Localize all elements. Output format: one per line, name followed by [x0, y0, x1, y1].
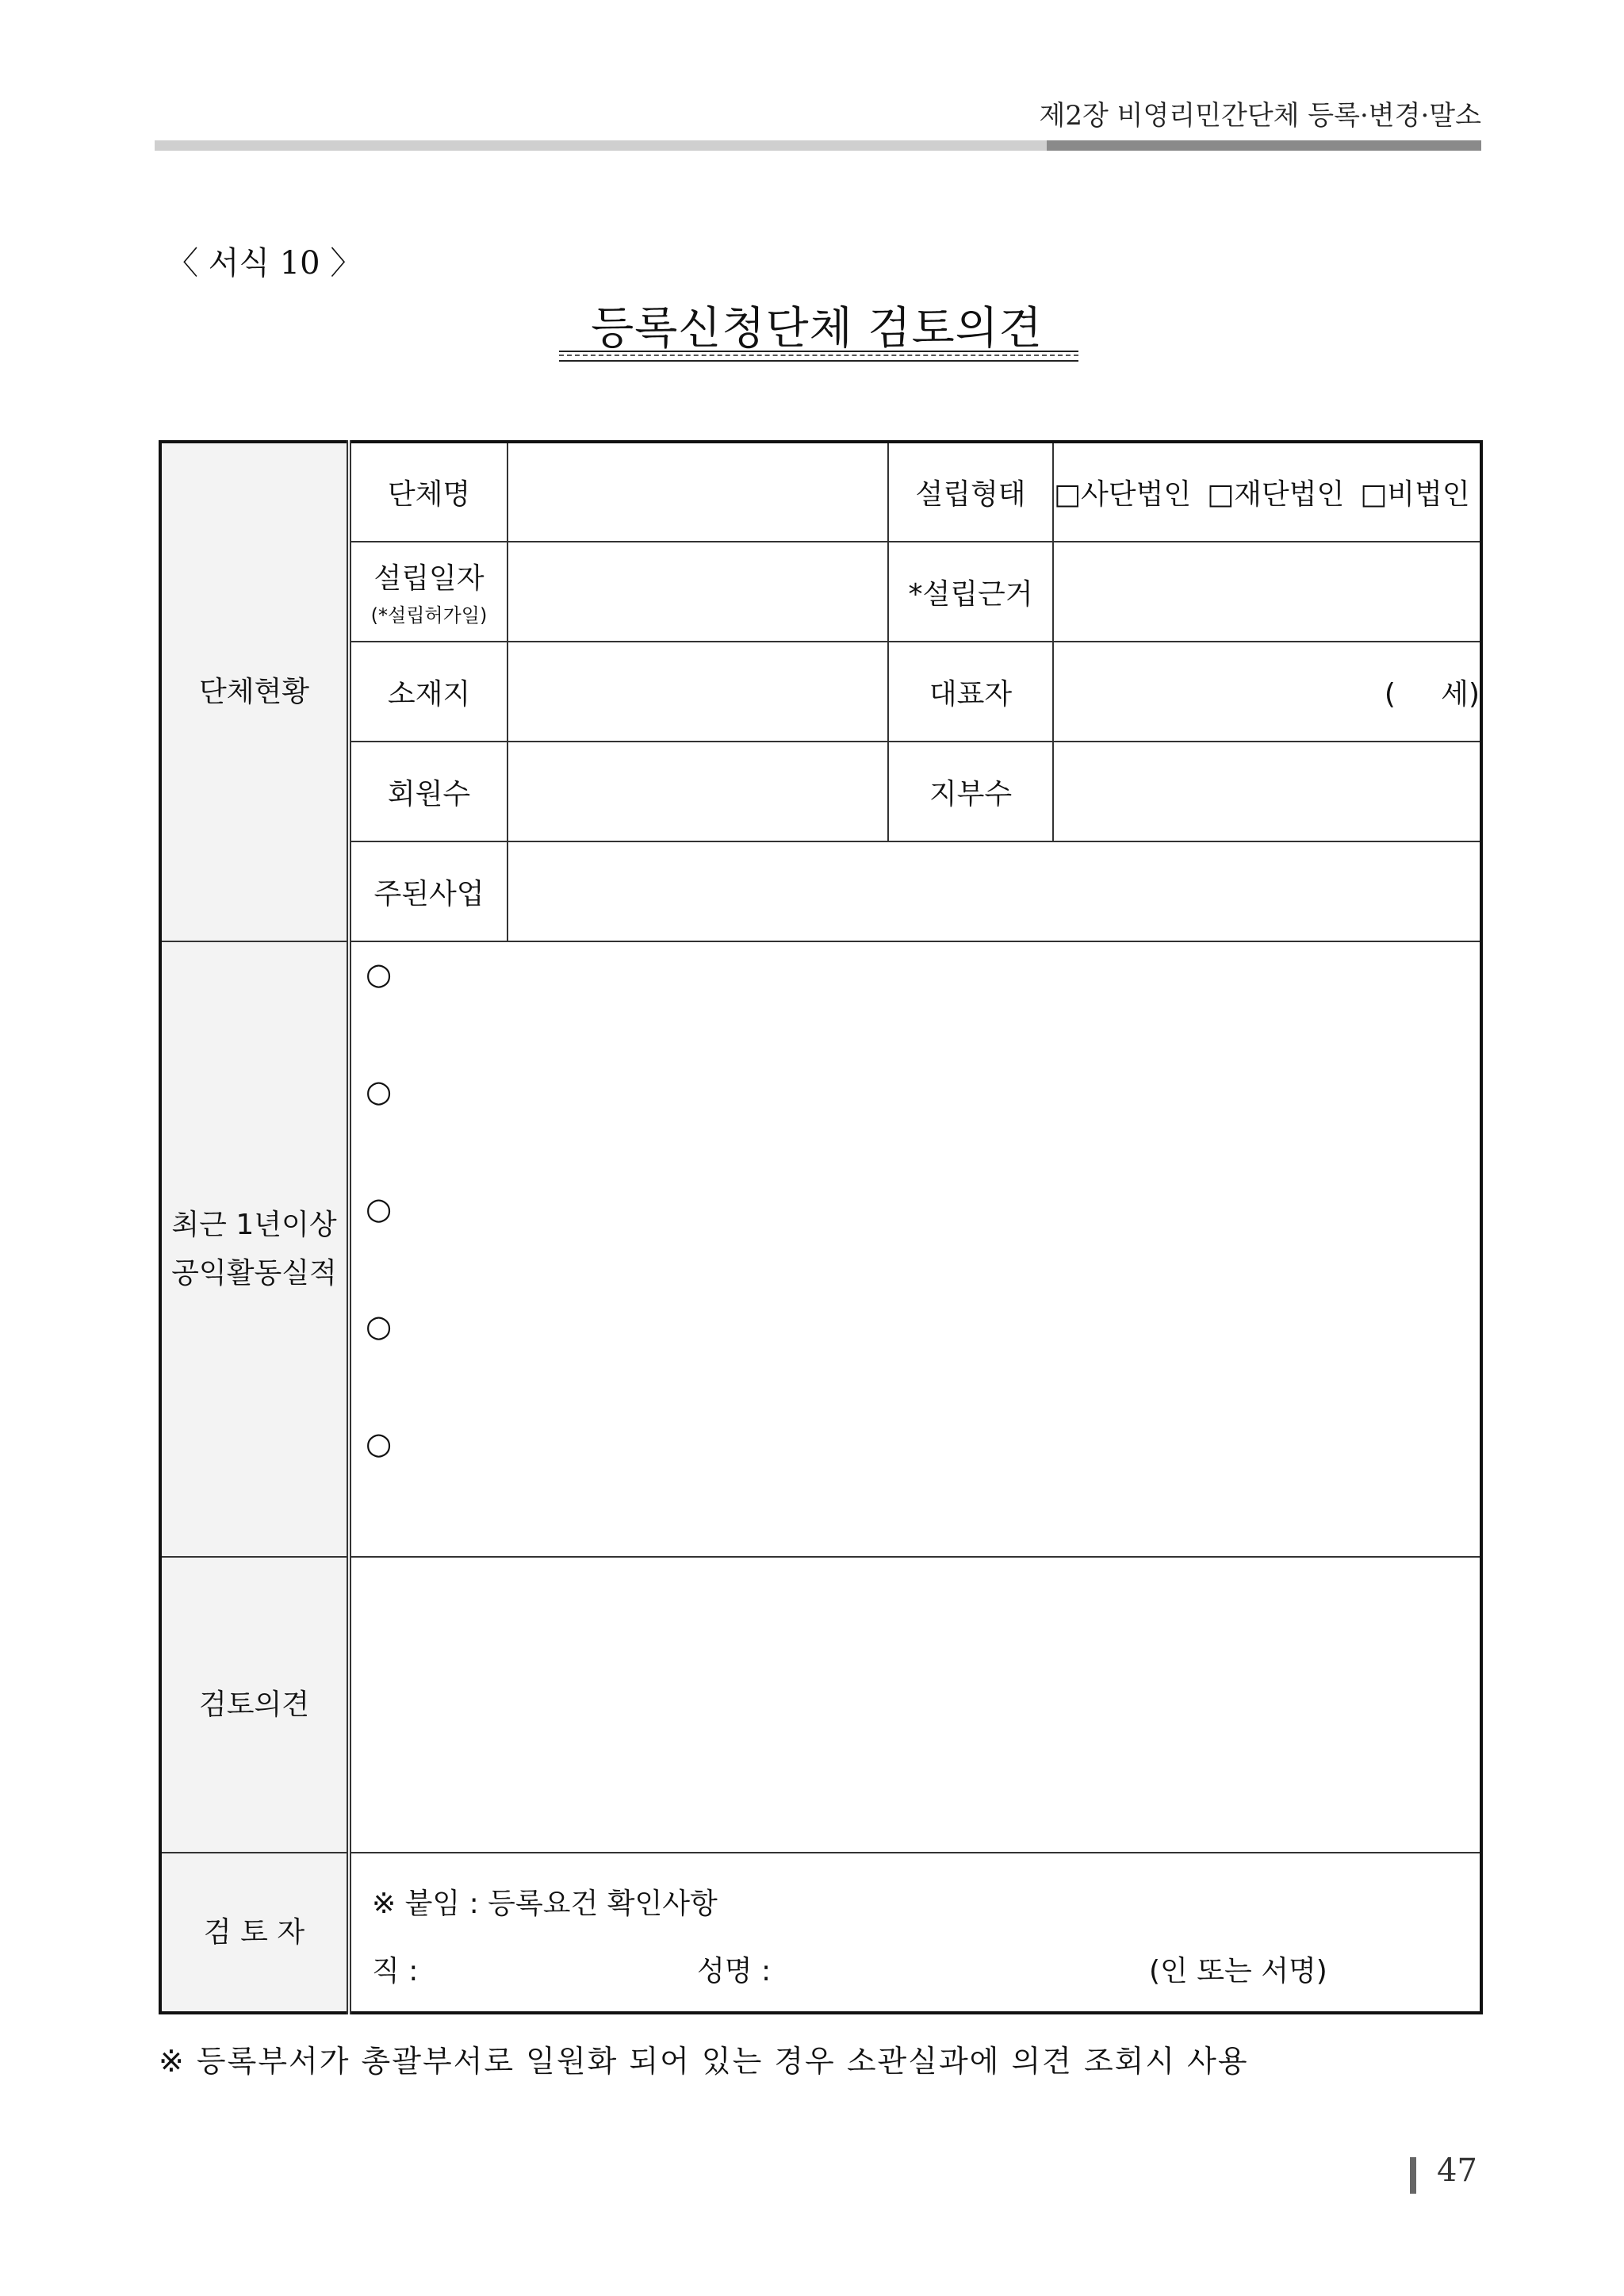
row-main-business	[160, 841, 1481, 941]
activity-label-line1: 최근 1년이상	[171, 1208, 337, 1241]
establish-date-sublabel: (*설립허가일)	[370, 604, 488, 627]
row-members	[160, 742, 1481, 841]
section-label-activity	[160, 941, 349, 1557]
row-location	[160, 642, 1481, 742]
title-underline	[559, 351, 1078, 362]
row-reviewer	[160, 1853, 1481, 2013]
review-form-table	[159, 440, 1483, 2014]
activity-bullet: ○	[366, 1191, 393, 1226]
org-name-field[interactable]	[508, 442, 888, 542]
signature-label[interactable]: (인 또는 서명)	[1149, 1955, 1327, 1987]
branches-label: 지부수	[888, 742, 1053, 841]
activity-bullet: ○	[366, 956, 393, 991]
header-rule-dark	[1047, 140, 1481, 151]
row-org-name	[160, 442, 1481, 542]
reviewer-field	[349, 1853, 1481, 2013]
title-underline-dashed	[559, 355, 1078, 356]
checkbox-foundation[interactable]: □재단법인	[1207, 478, 1345, 511]
chapter-title: 제2장 비영리민간단체 등록·변경·말소	[1039, 100, 1481, 132]
row-activity	[160, 941, 1481, 1557]
footnote: ※ 등록부서가 총괄부서로 일원화 되어 있는 경우 소관실과에 의견 조회시 사용	[159, 2044, 1249, 2079]
establish-type-options	[1053, 442, 1481, 542]
position-label[interactable]: 직 :	[372, 1955, 419, 1987]
establish-date-label: 설립일자	[373, 562, 485, 595]
activity-bullet: ○	[366, 1074, 393, 1109]
members-field[interactable]	[508, 742, 888, 841]
reviewer-label: 검 토 자	[203, 1915, 305, 1949]
establish-basis-field[interactable]	[1053, 542, 1481, 642]
section-label-status	[160, 442, 349, 941]
location-label: 소재지	[349, 642, 508, 742]
reviewer-signature-line	[372, 1949, 1480, 1987]
main-business-label: 주된사업	[349, 841, 508, 941]
row-establish-date	[160, 542, 1481, 642]
attachment-note: ※ 붙임 : 등록요건 확인사항	[372, 1888, 718, 1920]
branches-field[interactable]	[1053, 742, 1481, 841]
establish-date-field[interactable]	[508, 542, 888, 642]
representative-field[interactable]	[1053, 642, 1481, 742]
checkbox-non-corporate[interactable]: □비법인	[1360, 478, 1470, 511]
activity-bullet: ○	[366, 1309, 393, 1343]
checkbox-corporate-association[interactable]: □사단법인	[1054, 478, 1192, 511]
members-label: 회원수	[349, 742, 508, 841]
section-status-label: 단체현황	[198, 675, 310, 708]
location-field[interactable]	[508, 642, 888, 742]
establish-date-cell	[349, 542, 508, 642]
row-opinion	[160, 1557, 1481, 1853]
name-label[interactable]: 성명 :	[697, 1955, 772, 1987]
section-label-reviewer	[160, 1853, 349, 2013]
establish-type-label: 설립형태	[888, 442, 1053, 542]
establish-basis-label: *설립근거	[888, 542, 1053, 642]
org-name-label: 단체명	[349, 442, 508, 542]
representative-label: 대표자	[888, 642, 1053, 742]
header-rule-light	[155, 140, 1047, 151]
page-number-marker	[1410, 2157, 1416, 2194]
activity-field[interactable]	[349, 941, 1481, 1557]
activity-label-line2: 공익활동실적	[171, 1257, 337, 1290]
form-label: 〈 서식 10 〉	[167, 245, 362, 282]
activity-bullet: ○	[366, 1426, 393, 1461]
main-business-field[interactable]	[508, 841, 1481, 941]
opinion-field[interactable]	[349, 1557, 1481, 1853]
page-title: 등록신청단체 검토의견	[591, 303, 1043, 355]
representative-age: ( 세)	[1384, 677, 1480, 711]
opinion-label: 검토의견	[198, 1688, 310, 1721]
page-number: 47	[1437, 2152, 1477, 2189]
section-label-opinion	[160, 1557, 349, 1853]
